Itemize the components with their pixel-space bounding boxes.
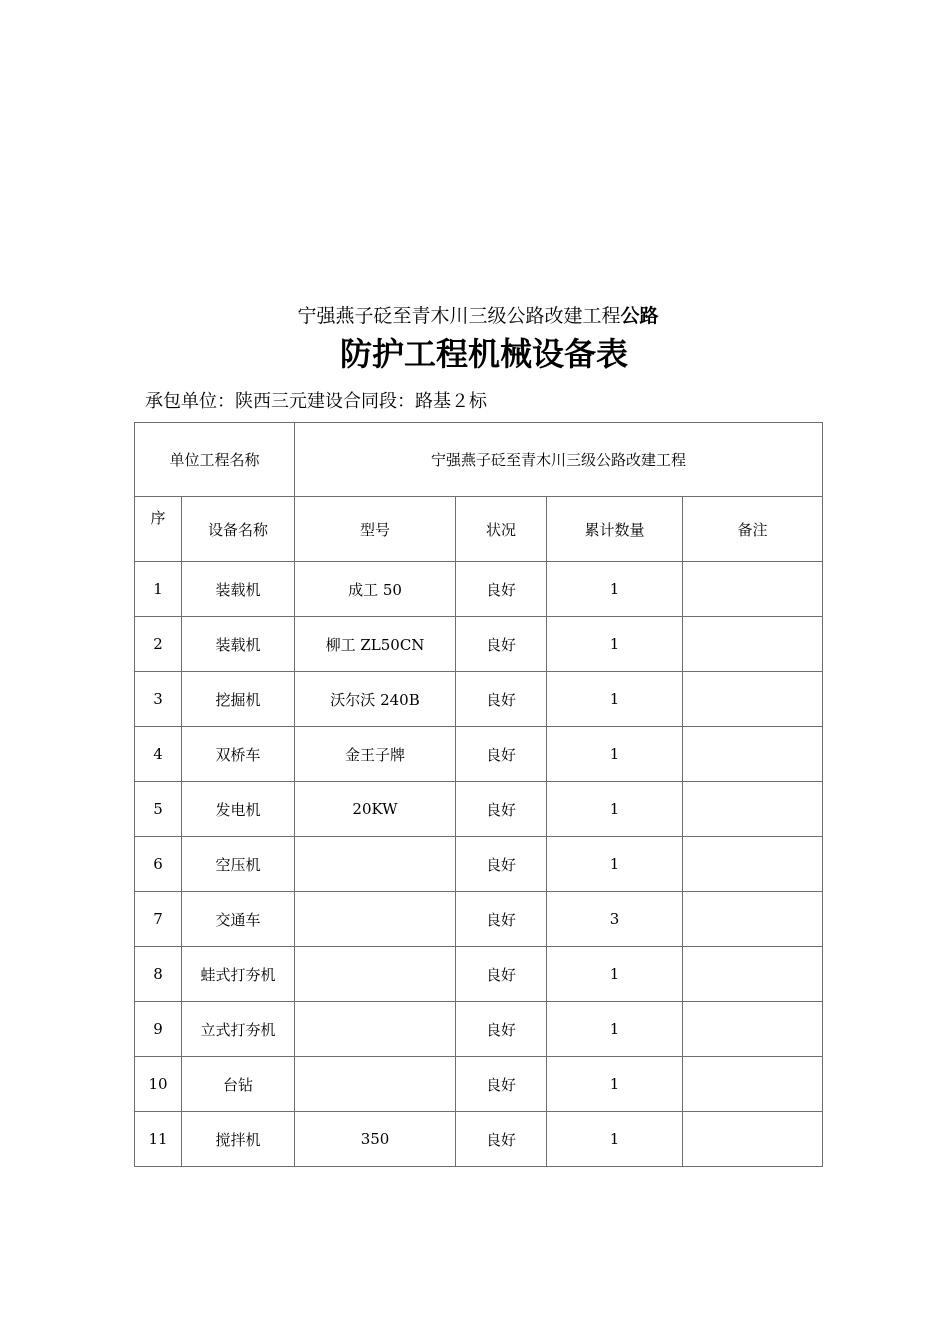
cell-remarks — [683, 672, 823, 727]
cell-model — [295, 947, 456, 1002]
cell-status: 良好 — [456, 1002, 547, 1057]
cell-remarks — [683, 617, 823, 672]
cell-equipment-name: 蛙式打夯机 — [182, 947, 295, 1002]
table-row — [135, 727, 823, 782]
document-title-line1 — [0, 302, 950, 330]
cell-model: 柳工 ZL50CN — [295, 617, 456, 672]
cell-status: 良好 — [456, 1112, 547, 1167]
header-quantity: 累计数量 — [547, 497, 683, 562]
cell-model — [295, 892, 456, 947]
table-row — [135, 617, 823, 672]
cell-seq: 2 — [135, 617, 182, 672]
cell-equipment-name: 装载机 — [182, 617, 295, 672]
cell-model — [295, 1002, 456, 1057]
cell-seq: 10 — [135, 1057, 182, 1112]
table-row — [135, 562, 823, 617]
cell-quantity: 1 — [547, 1112, 683, 1167]
cell-quantity: 1 — [547, 617, 683, 672]
cell-equipment-name: 双桥车 — [182, 727, 295, 782]
equipment-table — [134, 422, 823, 1167]
unit-project-row — [135, 423, 823, 497]
cell-seq: 7 — [135, 892, 182, 947]
cell-seq: 5 — [135, 782, 182, 837]
cell-equipment-name: 搅拌机 — [182, 1112, 295, 1167]
title-regular-text: 宁强燕子砭至青木川三级公路改建工程 — [297, 305, 621, 327]
table-row — [135, 837, 823, 892]
cell-quantity: 3 — [547, 892, 683, 947]
header-remarks: 备注 — [683, 497, 823, 562]
cell-model — [295, 1057, 456, 1112]
table-row — [135, 947, 823, 1002]
cell-equipment-name: 发电机 — [182, 782, 295, 837]
unit-project-value: 宁强燕子砭至青木川三级公路改建工程 — [295, 423, 823, 497]
unit-project-label: 单位工程名称 — [135, 423, 295, 497]
header-status: 状况 — [456, 497, 547, 562]
cell-status: 良好 — [456, 1057, 547, 1112]
cell-equipment-name: 交通车 — [182, 892, 295, 947]
cell-model: 成工 50 — [295, 562, 456, 617]
cell-status: 良好 — [456, 727, 547, 782]
cell-quantity: 1 — [547, 1057, 683, 1112]
cell-remarks — [683, 837, 823, 892]
header-model: 型号 — [295, 497, 456, 562]
cell-remarks — [683, 892, 823, 947]
table-row — [135, 1112, 823, 1167]
header-seq: 序 — [135, 497, 182, 562]
cell-equipment-name: 装载机 — [182, 562, 295, 617]
cell-seq: 3 — [135, 672, 182, 727]
cell-equipment-name: 台钻 — [182, 1057, 295, 1112]
cell-seq: 6 — [135, 837, 182, 892]
table-row — [135, 892, 823, 947]
cell-seq: 8 — [135, 947, 182, 1002]
cell-remarks — [683, 1112, 823, 1167]
header-equipment-name: 设备名称 — [182, 497, 295, 562]
cell-seq: 4 — [135, 727, 182, 782]
cell-remarks — [683, 947, 823, 1002]
cell-quantity: 1 — [547, 837, 683, 892]
cell-quantity: 1 — [547, 727, 683, 782]
cell-equipment-name: 立式打夯机 — [182, 1002, 295, 1057]
cell-seq: 11 — [135, 1112, 182, 1167]
cell-status: 良好 — [456, 947, 547, 1002]
cell-quantity: 1 — [547, 947, 683, 1002]
cell-remarks — [683, 727, 823, 782]
cell-equipment-name: 空压机 — [182, 837, 295, 892]
cell-status: 良好 — [456, 892, 547, 947]
cell-model: 沃尔沃 240B — [295, 672, 456, 727]
column-header-row — [135, 497, 823, 562]
cell-status: 良好 — [456, 672, 547, 727]
cell-quantity: 1 — [547, 562, 683, 617]
cell-quantity: 1 — [547, 1002, 683, 1057]
cell-remarks — [683, 562, 823, 617]
table-row — [135, 1002, 823, 1057]
cell-seq: 9 — [135, 1002, 182, 1057]
document-title-line2: 防护工程机械设备表 — [340, 335, 629, 373]
cell-remarks — [683, 782, 823, 837]
cell-remarks — [683, 1002, 823, 1057]
contractor-info: 承包单位：陕西三元建设合同段：路基２标 — [145, 391, 487, 412]
cell-model — [295, 837, 456, 892]
title-bold-text: 公路 — [620, 305, 659, 327]
cell-model: 350 — [295, 1112, 456, 1167]
cell-quantity: 1 — [547, 782, 683, 837]
cell-status: 良好 — [456, 837, 547, 892]
cell-status: 良好 — [456, 617, 547, 672]
cell-remarks — [683, 1057, 823, 1112]
table-row — [135, 1057, 823, 1112]
cell-quantity: 1 — [547, 672, 683, 727]
cell-model: 20KW — [295, 782, 456, 837]
cell-model: 金王子牌 — [295, 727, 456, 782]
cell-equipment-name: 挖掘机 — [182, 672, 295, 727]
cell-status: 良好 — [456, 562, 547, 617]
cell-seq: 1 — [135, 562, 182, 617]
cell-status: 良好 — [456, 782, 547, 837]
table-row — [135, 782, 823, 837]
table-row — [135, 672, 823, 727]
